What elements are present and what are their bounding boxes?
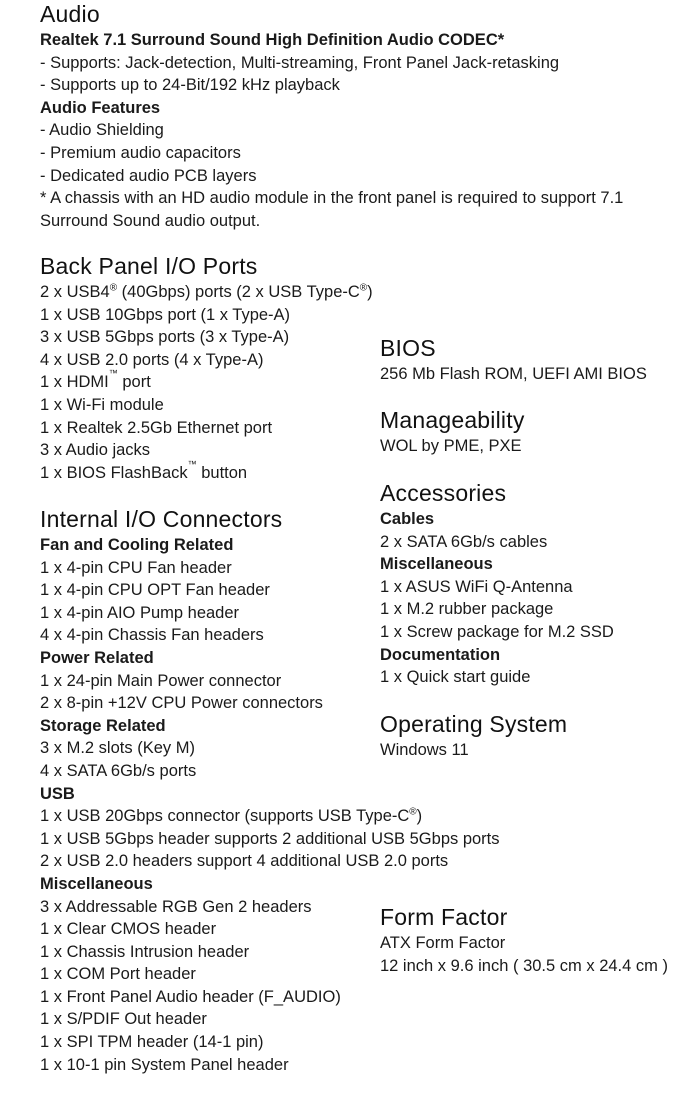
audio-support-line: - Supports up to 24-Bit/192 kHz playback — [40, 76, 340, 95]
back-panel-item: 1 x USB 10Gbps port (1 x Type-A) — [40, 305, 291, 324]
hdmi-port: 1 x HDMI™ port — [40, 368, 151, 392]
misc-item: 1 x COM Port header — [40, 965, 196, 984]
fan-heading: Fan and Cooling Related — [40, 536, 234, 554]
form-factor-line: ATX Form Factor — [380, 934, 506, 952]
misc-item: 1 x 10-1 pin System Panel header — [40, 1055, 289, 1074]
cables-heading: Cables — [380, 510, 435, 528]
storage-item: 3 x M.2 slots (Key M) — [40, 739, 195, 758]
audio-features-heading: Audio Features — [40, 98, 161, 117]
usb4-ports: 2 x USB4® (40Gbps) ports (2 x USB Type-C®) — [40, 282, 373, 301]
audio-feature-item: - Audio Shielding — [40, 121, 164, 140]
bios-title: BIOS — [380, 335, 436, 361]
fan-item: 1 x 4-pin CPU OPT Fan header — [40, 581, 270, 600]
misc-item: 1 x S/PDIF Out header — [40, 1010, 207, 1029]
accessory-item: 1 x Screw package for M.2 SSD — [380, 622, 614, 641]
misc-item: 1 x SPI TPM header (14-1 pin) — [40, 1033, 264, 1052]
documentation-heading: Documentation — [380, 645, 501, 664]
audio-codec: Realtek 7.1 Surround Sound High Definition Audio CODEC* — [40, 31, 505, 49]
fan-item: 1 x 4-pin CPU Fan header — [40, 558, 232, 577]
form-factor-title: Form Factor — [380, 904, 508, 930]
misc-item: 3 x Addressable RGB Gen 2 headers — [40, 897, 312, 916]
manageability-section — [380, 406, 700, 458]
back-panel-item: 3 x Audio jacks — [40, 441, 151, 460]
usb-item: 2 x USB 2.0 headers support 4 additional USB 2.0 ports — [40, 852, 449, 871]
misc-item: 1 x Chassis Intrusion header — [40, 942, 250, 961]
misc-item: 1 x Front Panel Audio header (F_AUDIO) — [40, 987, 341, 1006]
power-item: 2 x 8-pin +12V CPU Power connectors — [40, 694, 323, 713]
misc-heading: Miscellaneous — [40, 874, 153, 893]
accessory-item: 1 x ASUS WiFi Q-Antenna — [380, 577, 573, 596]
back-panel-item: 1 x Wi-Fi module — [40, 395, 164, 414]
usb-typec-connector: 1 x USB 20Gbps connector (supports USB Type-C®) — [40, 806, 423, 826]
audio-feature-item: - Dedicated audio PCB layers — [40, 166, 257, 185]
back-panel-item: 3 x USB 5Gbps ports (3 x Type-A) — [40, 328, 290, 347]
misc-item: 1 x Clear CMOS header — [40, 920, 217, 939]
storage-item: 4 x SATA 6Gb/s ports — [40, 761, 197, 780]
power-heading: Power Related — [40, 648, 154, 667]
accessories-section — [380, 479, 700, 689]
back-panel-item: 4 x USB 2.0 ports (4 x Type-A) — [40, 350, 264, 369]
accessories-misc-heading: Miscellaneous — [380, 555, 493, 574]
storage-heading: Storage Related — [40, 716, 166, 735]
bios-flashback-button: 1 x BIOS FlashBack™ button — [40, 458, 248, 482]
accessory-item: 1 x Quick start guide — [380, 668, 531, 687]
accessory-item: 2 x SATA 6Gb/s cables — [380, 532, 548, 551]
audio-title: Audio — [40, 1, 100, 27]
usb-heading: USB — [40, 784, 75, 803]
audio-note: * A chassis with an HD audio module in the front panel is required to support 7.1 Surround Sound audio output. — [40, 189, 624, 230]
form-factor-section — [380, 903, 700, 977]
usb-item: 1 x USB 5Gbps header supports 2 additional USB 5Gbps ports — [40, 829, 500, 848]
form-factor-line: 12 inch x 9.6 inch ( 30.5 cm x 24.4 cm ) — [380, 956, 668, 975]
os-section — [380, 710, 700, 762]
fan-item: 1 x 4-pin AIO Pump header — [40, 603, 240, 622]
bios-text: 256 Mb Flash ROM, UEFI AMI BIOS — [380, 365, 647, 383]
accessory-item: 1 x M.2 rubber package — [380, 600, 554, 619]
os-text: Windows 11 — [380, 741, 469, 759]
back-panel-item: 1 x Realtek 2.5Gb Ethernet port — [40, 418, 273, 437]
audio-section — [40, 0, 660, 232]
power-item: 1 x 24-pin Main Power connector — [40, 671, 282, 690]
audio-support-line: - Supports: Jack-detection, Multi-streaming, Front Panel Jack-retasking — [40, 53, 560, 72]
manageability-title: Manageability — [380, 407, 525, 433]
audio-feature-item: - Premium audio capacitors — [40, 143, 241, 162]
fan-item: 4 x 4-pin Chassis Fan headers — [40, 626, 264, 645]
bios-section — [380, 334, 700, 386]
internal-io-title: Internal I/O Connectors — [40, 506, 283, 532]
os-title: Operating System — [380, 711, 568, 737]
accessories-title: Accessories — [380, 480, 507, 506]
manageability-text: WOL by PME, PXE — [380, 437, 522, 455]
back-panel-title: Back Panel I/O Ports — [40, 253, 258, 279]
